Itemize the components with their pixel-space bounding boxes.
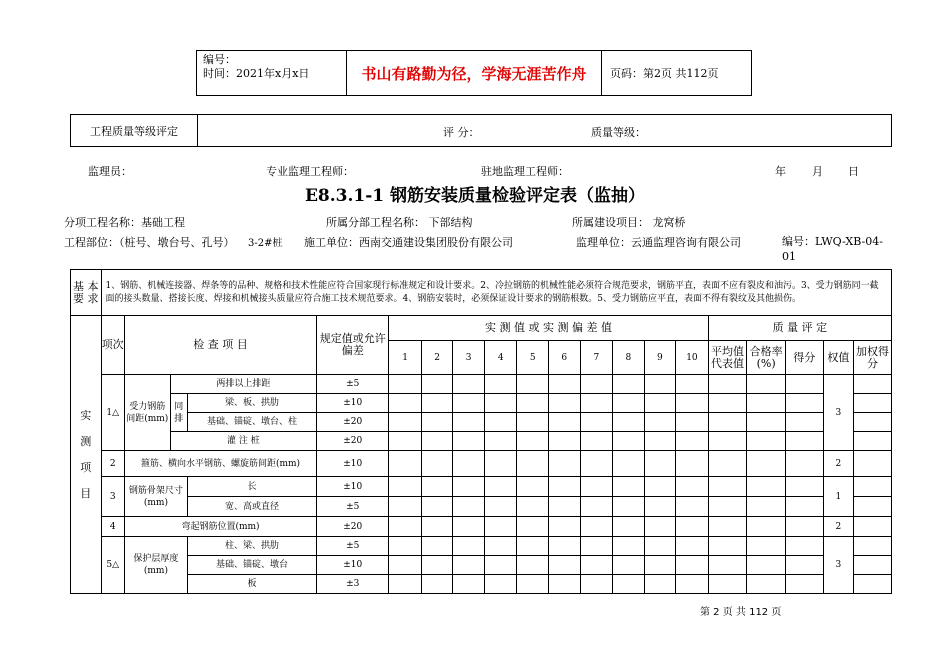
measurement-cell[interactable] — [613, 517, 645, 537]
measurement-cell[interactable] — [644, 517, 676, 537]
basic-req-text: 1、钢筋、机械连接器、焊条等的品种、规格和技术性能应符合国家现行标准规定和设计要求。2、冷拉钢筋的机械性能必须符合规范要求，钢筋平直，表面不应有裂皮和油污。3、受力钢筋同一截面的接头数量、搭接长度、焊接和机械接头质量应符合施工技术规范要求。4、钢筋安装时，必须保证设计要求的钢筋根数。5、受力钢筋应平直，表面不得有裂纹及其他损伤。 — [101, 270, 892, 316]
measurement-cell[interactable] — [421, 517, 453, 537]
tolerance: ±10 — [317, 477, 389, 497]
measurement-cell[interactable] — [613, 432, 645, 451]
inspection-table — [70, 269, 892, 594]
item-no: 1△ — [101, 375, 124, 451]
measurement-cell[interactable] — [785, 517, 823, 537]
month-label: 月 — [812, 165, 823, 178]
same-row-label: 同排 — [170, 394, 187, 432]
col-1-header: 1 — [389, 341, 422, 375]
measurement-cell[interactable] — [580, 413, 613, 432]
measurement-cell[interactable] — [708, 451, 747, 477]
measurement-cell[interactable] — [676, 413, 709, 432]
measurement-cell[interactable] — [644, 497, 676, 517]
table-row — [71, 477, 892, 497]
measurement-cell[interactable] — [484, 517, 517, 537]
motto-text: 书山有路勤为径，学海无涯苦作舟 — [347, 51, 602, 95]
measurement-cell[interactable] — [549, 413, 581, 432]
measurement-cell[interactable] — [453, 497, 485, 517]
pass-rate-header: 合格率(%) — [747, 341, 786, 375]
col-10-header: 10 — [676, 341, 709, 375]
supervisor-label: 监理员： — [88, 165, 132, 178]
measurement-cell[interactable] — [517, 413, 549, 432]
measurement-cell[interactable] — [708, 413, 747, 432]
weight-value: 1 — [823, 477, 854, 517]
measurement-cell[interactable] — [517, 537, 549, 556]
measurement-cell[interactable] — [747, 497, 786, 517]
measurement-cell[interactable] — [549, 432, 581, 451]
weighted-score-header: 加权得分 — [854, 341, 892, 375]
measurement-cell[interactable] — [854, 537, 892, 556]
measurement-cell[interactable] — [549, 517, 581, 537]
grade-label: 质量等级： — [591, 126, 646, 139]
measurement-cell[interactable] — [747, 375, 786, 394]
measurement-cell[interactable] — [785, 537, 823, 556]
basic-req-label: 基 本 要 求 — [71, 270, 102, 316]
check-item: 宽、高或直径 — [187, 497, 316, 517]
tolerance: ±5 — [317, 537, 389, 556]
table-row — [71, 575, 892, 594]
measurement-cell[interactable] — [613, 537, 645, 556]
measurement-cell[interactable] — [644, 451, 676, 477]
measurement-cell[interactable] — [484, 375, 517, 394]
measurement-cell[interactable] — [644, 413, 676, 432]
measurement-cell[interactable] — [708, 375, 747, 394]
quality-grade-label: 工程质量等级评定 — [71, 115, 198, 146]
col-2-header: 2 — [421, 341, 453, 375]
measurement-cell[interactable] — [854, 497, 892, 517]
measurement-cell[interactable] — [549, 575, 581, 594]
doc-number-label: 编号： — [203, 53, 236, 66]
measurement-cell[interactable] — [785, 497, 823, 517]
measurement-cell[interactable] — [854, 556, 892, 575]
measurement-cell[interactable] — [580, 375, 613, 394]
measurement-cell[interactable] — [453, 517, 485, 537]
measurement-cell[interactable] — [854, 477, 892, 497]
tolerance: ±3 — [317, 575, 389, 594]
location-value: 3-2#桩 — [248, 238, 283, 249]
measurement-cell[interactable] — [421, 451, 453, 477]
measurement-cell[interactable] — [644, 394, 676, 413]
measurement-cell[interactable] — [785, 394, 823, 413]
measurement-cell[interactable] — [484, 556, 517, 575]
measured-items-label: 实 测 项 目 — [71, 316, 102, 594]
item-group-label: 保护层厚度(mm) — [124, 537, 187, 594]
item-no: 3 — [101, 477, 124, 517]
year-label: 年 — [775, 165, 786, 178]
header-meta — [197, 51, 347, 95]
measurement-cell[interactable] — [421, 394, 453, 413]
table-row — [71, 537, 892, 556]
measurement-cell[interactable] — [421, 497, 453, 517]
document-header — [196, 50, 752, 96]
measurement-cell[interactable] — [747, 451, 786, 477]
measurement-cell[interactable] — [613, 556, 645, 575]
check-item: 长 — [187, 477, 316, 497]
item-no-header: 项次 — [101, 316, 124, 375]
measurement-cell[interactable] — [785, 413, 823, 432]
measurement-cell[interactable] — [613, 497, 645, 517]
measurement-cell[interactable] — [644, 537, 676, 556]
weight-value: 2 — [823, 517, 854, 537]
pro-engineer-label: 专业监理工程师： — [266, 165, 354, 178]
measurement-cell[interactable] — [389, 477, 422, 497]
weight-value: 3 — [823, 537, 854, 594]
measurement-cell[interactable] — [421, 413, 453, 432]
measurement-cell[interactable] — [549, 556, 581, 575]
table-row — [71, 394, 892, 413]
measurement-cell[interactable] — [517, 394, 549, 413]
measurement-cell[interactable] — [484, 575, 517, 594]
measurement-cell[interactable] — [389, 517, 422, 537]
measurement-cell[interactable] — [676, 537, 709, 556]
measurement-cell[interactable] — [708, 556, 747, 575]
measurement-cell[interactable] — [549, 451, 581, 477]
item-no: 2 — [101, 451, 124, 477]
measurement-cell[interactable] — [484, 413, 517, 432]
measurement-cell[interactable] — [676, 477, 709, 497]
measurement-cell[interactable] — [453, 432, 485, 451]
table-row — [71, 497, 892, 517]
measurement-cell[interactable] — [676, 432, 709, 451]
measurement-cell[interactable] — [613, 451, 645, 477]
measured-values-header: 实 测 值 或 实 测 偏 差 值 — [389, 316, 708, 341]
measurement-cell[interactable] — [453, 477, 485, 497]
weight-value: 3 — [823, 375, 854, 451]
measurement-cell[interactable] — [708, 432, 747, 451]
measurement-cell[interactable] — [484, 394, 517, 413]
supervisor-unit: 监理单位：云通监理咨询有限公司 — [576, 236, 741, 249]
measurement-cell[interactable] — [484, 477, 517, 497]
measurement-cell[interactable] — [484, 537, 517, 556]
measurement-cell[interactable] — [676, 517, 709, 537]
measurement-cell[interactable] — [549, 537, 581, 556]
form-code: 编号：LWQ-XB-04-01 — [782, 235, 883, 263]
measurement-cell[interactable] — [389, 556, 422, 575]
sub-project-name: 分项工程名称：基础工程 — [64, 216, 185, 229]
measurement-cell[interactable] — [421, 537, 453, 556]
check-item-header: 检 查 项 目 — [124, 316, 316, 375]
measurement-cell[interactable] — [644, 575, 676, 594]
measurement-cell[interactable] — [747, 413, 786, 432]
measurement-cell[interactable] — [389, 432, 422, 451]
location-label: 工程部位：（桩号、墩台号、孔号） — [64, 236, 235, 249]
division-name: 所属分部工程名称： 下部结构 — [326, 216, 473, 229]
item-no: 5△ — [101, 537, 124, 594]
measurement-cell[interactable] — [580, 432, 613, 451]
measurement-cell[interactable] — [708, 477, 747, 497]
avg-header: 平均值代表值 — [708, 341, 747, 375]
measurement-cell[interactable] — [580, 477, 613, 497]
measurement-cell[interactable] — [676, 394, 709, 413]
measurement-cell[interactable] — [676, 556, 709, 575]
measurement-cell[interactable] — [785, 575, 823, 594]
measurement-cell[interactable] — [580, 556, 613, 575]
score-header: 得分 — [785, 341, 823, 375]
col-5-header: 5 — [517, 341, 549, 375]
tolerance: ±20 — [317, 432, 389, 451]
measurement-cell[interactable] — [389, 375, 422, 394]
tolerance: ±10 — [317, 394, 389, 413]
check-item: 箍筋、横向水平钢筋、螺旋筋间距(mm) — [124, 451, 316, 477]
measurement-cell[interactable] — [453, 413, 485, 432]
measurement-cell[interactable] — [785, 477, 823, 497]
measurement-cell[interactable] — [644, 432, 676, 451]
project-name: 所属建设项目： 龙窝桥 — [572, 216, 686, 229]
measurement-cell[interactable] — [854, 517, 892, 537]
measurement-cell[interactable] — [453, 451, 485, 477]
measurement-cell[interactable] — [453, 575, 485, 594]
measurement-cell[interactable] — [854, 575, 892, 594]
item-group-label: 受力钢筋间距(mm) — [124, 375, 170, 451]
measurement-cell[interactable] — [676, 375, 709, 394]
measurement-cell[interactable] — [517, 556, 549, 575]
measurement-cell[interactable] — [747, 575, 786, 594]
measurement-cell[interactable] — [708, 517, 747, 537]
measurement-cell[interactable] — [785, 556, 823, 575]
measurement-cell[interactable] — [389, 497, 422, 517]
measurement-cell[interactable] — [747, 537, 786, 556]
weight-value: 2 — [823, 451, 854, 477]
measurement-cell[interactable] — [549, 375, 581, 394]
col-7-header: 7 — [580, 341, 613, 375]
measurement-cell[interactable] — [580, 497, 613, 517]
measurement-cell[interactable] — [644, 375, 676, 394]
measurement-cell[interactable] — [613, 575, 645, 594]
measurement-cell[interactable] — [747, 394, 786, 413]
measurement-cell[interactable] — [747, 556, 786, 575]
col-6-header: 6 — [549, 341, 581, 375]
weight-header: 权值 — [823, 341, 854, 375]
measurement-cell[interactable] — [389, 451, 422, 477]
col-9-header: 9 — [644, 341, 676, 375]
measurement-cell[interactable] — [421, 556, 453, 575]
check-item: 弯起钢筋位置(mm) — [124, 517, 316, 537]
measurement-cell[interactable] — [747, 517, 786, 537]
measurement-cell[interactable] — [708, 497, 747, 517]
measurement-cell[interactable] — [644, 556, 676, 575]
measurement-cell[interactable] — [421, 375, 453, 394]
measurement-cell[interactable] — [421, 477, 453, 497]
measurement-cell[interactable] — [453, 375, 485, 394]
tolerance: ±20 — [317, 517, 389, 537]
check-item: 梁、板、拱肋 — [187, 394, 316, 413]
measurement-cell[interactable] — [854, 375, 892, 394]
check-item: 柱、梁、拱肋 — [187, 537, 316, 556]
measurement-cell[interactable] — [389, 575, 422, 594]
table-row — [71, 451, 892, 477]
measurement-cell[interactable] — [517, 477, 549, 497]
quality-grade-box — [70, 114, 892, 147]
item-no: 4 — [101, 517, 124, 537]
col-8-header: 8 — [613, 341, 645, 375]
col-4-header: 4 — [484, 341, 517, 375]
tolerance: ±10 — [317, 556, 389, 575]
measurement-cell[interactable] — [676, 451, 709, 477]
measurement-cell[interactable] — [708, 537, 747, 556]
measurement-cell[interactable] — [389, 413, 422, 432]
measurement-cell[interactable] — [747, 432, 786, 451]
measurement-cell[interactable] — [613, 413, 645, 432]
table-row — [71, 517, 892, 537]
measurement-cell[interactable] — [421, 575, 453, 594]
score-label: 评 分： — [443, 126, 480, 139]
measurement-cell[interactable] — [517, 575, 549, 594]
measurement-cell[interactable] — [389, 537, 422, 556]
item-group-label: 钢筋骨架尺寸(mm) — [124, 477, 187, 517]
measurement-cell[interactable] — [747, 477, 786, 497]
table-row — [71, 375, 892, 394]
footer-page-number: 第 2 页 共 112 页 — [700, 607, 782, 618]
measurement-cell[interactable] — [785, 432, 823, 451]
measurement-cell[interactable] — [517, 451, 549, 477]
table-row — [71, 413, 892, 432]
check-item: 基础、锚碇、墩台 — [187, 556, 316, 575]
measurement-cell[interactable] — [580, 537, 613, 556]
contractor-name: 施工单位：西南交通建设集团股份有限公司 — [304, 236, 513, 249]
measurement-cell[interactable] — [389, 394, 422, 413]
measurement-cell[interactable] — [453, 537, 485, 556]
quality-eval-header: 质 量 评 定 — [708, 316, 891, 341]
measurement-cell[interactable] — [453, 394, 485, 413]
measurement-cell[interactable] — [676, 575, 709, 594]
measurement-cell[interactable] — [421, 432, 453, 451]
check-item: 灌 注 桩 — [170, 432, 316, 451]
measurement-cell[interactable] — [676, 497, 709, 517]
day-label: 日 — [848, 165, 859, 178]
measurement-cell[interactable] — [549, 394, 581, 413]
measurement-cell[interactable] — [484, 432, 517, 451]
measurement-cell[interactable] — [484, 451, 517, 477]
form-title: E8.3.1-1 钢筋安装质量检验评定表（监抽） — [304, 186, 646, 206]
measurement-cell[interactable] — [785, 375, 823, 394]
measurement-cell[interactable] — [785, 451, 823, 477]
measurement-cell[interactable] — [580, 394, 613, 413]
measurement-cell[interactable] — [854, 394, 892, 413]
table-row — [71, 556, 892, 575]
tolerance: ±10 — [317, 451, 389, 477]
measurement-cell[interactable] — [517, 432, 549, 451]
allowed-deviation-header: 规定值或允许偏差 — [317, 316, 389, 375]
measurement-cell[interactable] — [549, 477, 581, 497]
resident-engineer-label: 驻地监理工程师： — [481, 165, 569, 178]
measurement-cell[interactable] — [517, 497, 549, 517]
table-row — [71, 432, 892, 451]
col-3-header: 3 — [453, 341, 485, 375]
measurement-cell[interactable] — [549, 497, 581, 517]
measurement-cell[interactable] — [517, 517, 549, 537]
measurement-cell[interactable] — [708, 575, 747, 594]
measurement-cell[interactable] — [484, 497, 517, 517]
check-item: 板 — [187, 575, 316, 594]
measurement-cell[interactable] — [854, 451, 892, 477]
measurement-cell[interactable] — [854, 432, 892, 451]
measurement-cell[interactable] — [854, 413, 892, 432]
measurement-cell[interactable] — [708, 394, 747, 413]
measurement-cell[interactable] — [517, 375, 549, 394]
measurement-cell[interactable] — [580, 575, 613, 594]
measurement-cell[interactable] — [613, 477, 645, 497]
measurement-cell[interactable] — [644, 477, 676, 497]
check-item: 两排以上排距 — [170, 375, 316, 394]
page-code: 页码：第2页 共112页 — [610, 67, 719, 80]
measurement-cell[interactable] — [453, 556, 485, 575]
measurement-cell[interactable] — [613, 394, 645, 413]
tolerance: ±5 — [317, 375, 389, 394]
measurement-cell[interactable] — [613, 375, 645, 394]
time-label: 时间：2021年x月x日 — [203, 67, 310, 80]
tolerance: ±20 — [317, 413, 389, 432]
measurement-cell[interactable] — [580, 517, 613, 537]
measurement-cell[interactable] — [580, 451, 613, 477]
tolerance: ±5 — [317, 497, 389, 517]
check-item: 基础、锚碇、墩台、柱 — [187, 413, 316, 432]
